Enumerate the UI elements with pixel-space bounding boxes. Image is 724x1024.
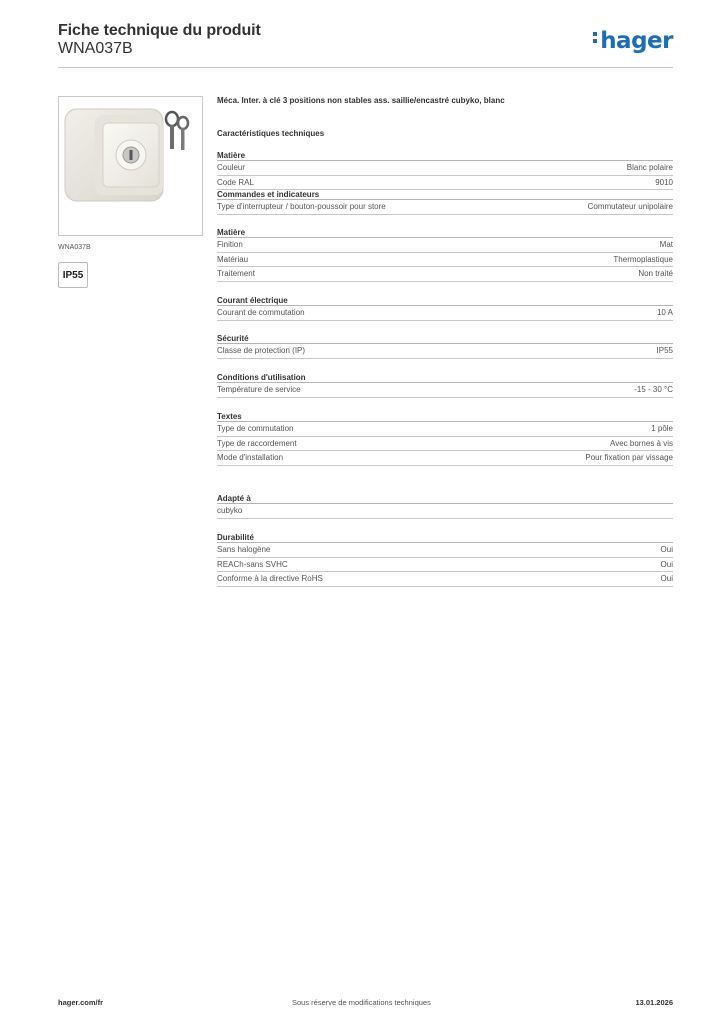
spec-label: Température de service: [217, 385, 301, 394]
spec-label: Finition: [217, 240, 243, 249]
spec-row: [217, 161, 673, 176]
spec-row: [217, 543, 673, 558]
logo-text: hager: [600, 28, 673, 54]
spec-row: [217, 253, 673, 268]
section-matiere-2: [217, 227, 673, 295]
section-adapte: [217, 493, 673, 532]
spec-row: [217, 238, 673, 253]
spec-row: [217, 422, 673, 437]
spec-label: Sans halogène: [217, 545, 271, 554]
spec-value: Oui: [660, 559, 673, 569]
spec-row: [217, 437, 673, 452]
document-title: Fiche technique du produit: [58, 22, 261, 39]
spec-label: Courant de commutation: [217, 308, 305, 317]
spec-value: Commutateur unipolaire: [587, 202, 673, 211]
section-title: Matière: [217, 227, 673, 238]
photo-caption: WNA037B: [58, 244, 91, 251]
spec-label: Code RAL: [217, 177, 254, 187]
spec-label: Couleur: [217, 163, 246, 172]
spec-row: [217, 267, 673, 282]
spec-label: cubyko: [217, 506, 243, 515]
section-title: Conditions d'utilisation: [217, 372, 673, 383]
spec-row: [217, 176, 673, 191]
footer-date: 13.01.2026: [635, 998, 673, 1007]
spec-value: Thermoplastique: [613, 254, 673, 264]
spec-value: 10 A: [656, 308, 673, 317]
footer-disclaimer: Sous réserve de modifications techniques: [292, 998, 431, 1007]
spec-label: Type de commutation: [217, 424, 294, 433]
hager-logo: [593, 28, 673, 54]
spec-row: [217, 383, 673, 398]
ip-rating-badge: IP55: [58, 262, 88, 288]
switch-with-key-image: [59, 97, 202, 235]
spec-value: 1 pôle: [651, 424, 673, 433]
section-title: Durabilité: [217, 532, 673, 543]
section-title: Sécurité: [217, 333, 673, 344]
characteristics-heading: Caractéristiques techniques: [217, 129, 325, 138]
section-courant: [217, 295, 673, 333]
section-matiere: [217, 150, 673, 189]
spec-value: IP55: [656, 346, 673, 355]
spec-row: [217, 504, 673, 519]
logo-dots-icon: [593, 29, 598, 46]
section-securite: [217, 333, 673, 372]
spec-value: Blanc polaire: [626, 163, 673, 172]
spec-row: [217, 200, 673, 215]
spec-label: Type d'interrupteur / bouton-poussoir pour store: [217, 202, 386, 211]
footer-website-link[interactable]: hager.com/fr: [58, 998, 104, 1007]
section-commandes: [217, 189, 673, 227]
spec-row: [217, 344, 673, 359]
spec-row: [217, 306, 673, 321]
spec-label: REACh-sans SVHC: [217, 559, 288, 569]
section-title: Textes: [217, 411, 673, 422]
section-title: Matière: [217, 150, 673, 161]
spec-label: Type de raccordement: [217, 438, 297, 448]
spec-label: Matériau: [217, 254, 249, 264]
spec-value: Non traité: [638, 269, 673, 278]
spec-value: Oui: [660, 545, 673, 554]
spec-value: -15 - 30 °C: [634, 385, 673, 394]
spec-row: [217, 451, 673, 466]
spec-row: [217, 558, 673, 573]
spec-label: Conforme à la directive RoHS: [217, 574, 323, 583]
section-durabilite: [217, 532, 673, 587]
spec-label: Classe de protection (IP): [217, 346, 306, 355]
spec-value: Avec bornes à vis: [610, 438, 673, 448]
spec-value: Oui: [660, 574, 673, 583]
spec-label: Mode d'installation: [217, 453, 284, 462]
product-photo: [58, 96, 203, 236]
section-title: Commandes et indicateurs: [217, 189, 673, 200]
spec-value: Pour fixation par vissage: [585, 453, 673, 462]
spec-value: Mat: [659, 240, 673, 249]
product-description: Méca. Inter. à clé 3 positions non stables ass. saillie/encastré cubyko, blanc: [217, 96, 505, 105]
spec-value: 9010: [655, 177, 673, 187]
product-reference: WNA037B: [58, 40, 133, 57]
spec-row: [217, 572, 673, 587]
spec-label: Traitement: [217, 269, 255, 278]
section-title: Courant électrique: [217, 295, 673, 306]
page-header: [58, 22, 673, 68]
section-conditions: [217, 372, 673, 411]
section-title: Adapté à: [217, 493, 673, 504]
technical-content: [217, 96, 673, 587]
section-textes: [217, 411, 673, 493]
